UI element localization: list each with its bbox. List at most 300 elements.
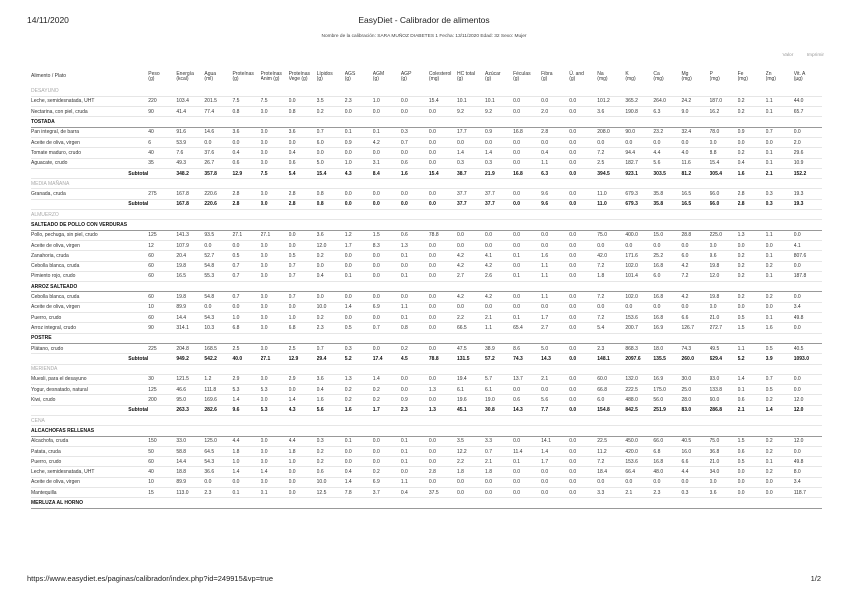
table-cell: 40 xyxy=(148,467,176,477)
table-cell: 0.0 xyxy=(541,467,569,477)
table-row xyxy=(31,261,822,271)
table-cell: 1.3 xyxy=(345,374,373,384)
table-cell: 0.0 xyxy=(373,199,401,209)
table-cell: 175.0 xyxy=(653,385,681,395)
table-cell: 0.0 xyxy=(289,137,317,147)
table-cell: 19.0 xyxy=(485,395,513,405)
food-name: Granada, cruda xyxy=(31,189,148,199)
table-cell: 0.0 xyxy=(429,251,457,261)
table-cell: 3.5 xyxy=(457,436,485,446)
table-cell: 0.2 xyxy=(766,436,794,446)
table-cell: 7.7 xyxy=(541,405,569,415)
table-cell: 0.0 xyxy=(738,302,766,312)
table-cell: 19.8 xyxy=(710,261,738,271)
table-cell: 2.2 xyxy=(457,457,485,467)
table-cell: 2.8 xyxy=(232,199,260,209)
table-cell: 1.1 xyxy=(541,292,569,302)
table-cell: 37.7 xyxy=(457,189,485,199)
table-cell: 2.7 xyxy=(457,271,485,281)
table-cell: 102.0 xyxy=(625,292,653,302)
plate-name: ALCACHOFAS RELLENAS xyxy=(31,426,822,436)
table-cell: 5.6 xyxy=(653,158,681,168)
table-cell: 0.0 xyxy=(766,137,794,147)
table-cell: 0.0 xyxy=(261,199,289,209)
table-cell: 0.9 xyxy=(738,127,766,137)
table-cell: 0.7 xyxy=(401,137,429,147)
table-cell: 1.6 xyxy=(317,395,345,405)
table-cell: 1.5 xyxy=(738,323,766,333)
table-cell: 0.1 xyxy=(261,488,289,498)
plate-name: POSTRE xyxy=(31,333,822,343)
table-cell: 0.2 xyxy=(345,385,373,395)
table-cell: 16.5 xyxy=(681,199,709,209)
table-cell: 113.0 xyxy=(176,488,204,498)
meal-name: DESAYUNO xyxy=(31,86,822,96)
meal-name: MEDIA MAÑANA xyxy=(31,179,822,189)
table-cell: 0.0 xyxy=(261,137,289,147)
table-row xyxy=(31,323,822,333)
table-cell: 35.8 xyxy=(653,189,681,199)
table-cell: 0.0 xyxy=(485,230,513,240)
meal-name: CENA xyxy=(31,416,822,426)
table-cell: 0.0 xyxy=(541,96,569,106)
table-cell: 0.5 xyxy=(738,457,766,467)
table-cell: 0.3 xyxy=(317,436,345,446)
food-name: Cebolla blanca, cruda xyxy=(31,261,148,271)
table-cell: 30.0 xyxy=(681,374,709,384)
subtotal-row xyxy=(31,199,822,209)
table-cell: 314.1 xyxy=(176,323,204,333)
table-cell: 49.8 xyxy=(794,457,822,467)
table-cell: 36.6 xyxy=(204,467,232,477)
table-cell: 0.2 xyxy=(373,385,401,395)
table-cell: 1.3 xyxy=(429,405,457,415)
table-row xyxy=(31,292,822,302)
table-cell: 0.0 xyxy=(569,385,597,395)
table-cell: 0.0 xyxy=(569,137,597,147)
table-cell: 4.2 xyxy=(373,137,401,147)
table-cell: 0.5 xyxy=(766,385,794,395)
table-cell: 0.0 xyxy=(569,230,597,240)
table-row xyxy=(31,271,822,281)
table-cell: 74.3 xyxy=(513,354,541,364)
table-cell: 35 xyxy=(148,158,176,168)
table-cell: 2.3 xyxy=(597,343,625,353)
table-cell: 0.0 xyxy=(261,395,289,405)
table-cell: 5.4 xyxy=(597,323,625,333)
table-cell: 0.0 xyxy=(569,477,597,487)
table-cell: 168.5 xyxy=(204,343,232,353)
table-cell: 90 xyxy=(148,107,176,117)
table-cell: 36.8 xyxy=(710,446,738,456)
column-header: Ú. and (g) xyxy=(569,70,584,82)
table-cell: 0.1 xyxy=(766,158,794,168)
table-cell: 0.0 xyxy=(401,148,429,158)
table-cell: 0.0 xyxy=(373,251,401,261)
table-cell: 0.0 xyxy=(541,385,569,395)
table-cell: 182.7 xyxy=(625,158,653,168)
table-cell: 0.0 xyxy=(569,240,597,250)
table-cell: 0.0 xyxy=(261,240,289,250)
table-cell: 0.8 xyxy=(317,189,345,199)
table-cell: 0.0 xyxy=(457,137,485,147)
table-cell: 1.8 xyxy=(289,446,317,456)
table-row xyxy=(31,477,822,487)
table-cell: 0.0 xyxy=(345,313,373,323)
table-cell: 75.0 xyxy=(597,230,625,240)
table-cell: 0.6 xyxy=(513,395,541,405)
table-cell: 204.8 xyxy=(176,343,204,353)
table-cell: 41.4 xyxy=(176,107,204,117)
table-cell: 21.9 xyxy=(485,168,513,178)
table-cell: 78.8 xyxy=(429,230,457,240)
table-cell: 3.3 xyxy=(485,436,513,446)
table-row xyxy=(31,302,822,312)
plate-name: ARROZ SALTEADO xyxy=(31,282,822,292)
table-cell: 101.4 xyxy=(625,271,653,281)
table-cell: 49.5 xyxy=(710,343,738,353)
table-cell: 0.0 xyxy=(569,457,597,467)
table-cell: 1.0 xyxy=(373,96,401,106)
table-cell: 0.2 xyxy=(373,395,401,405)
table-cell: 264.0 xyxy=(653,96,681,106)
table-cell: 0.4 xyxy=(541,148,569,158)
table-cell: 1.1 xyxy=(738,343,766,353)
table-cell: 125.0 xyxy=(204,436,232,446)
table-cell: 0.0 xyxy=(401,374,429,384)
table-cell: 208.0 xyxy=(597,127,625,137)
table-cell: 6.0 xyxy=(597,395,625,405)
table-cell: 153.6 xyxy=(625,457,653,467)
table-cell: 1.6 xyxy=(766,323,794,333)
table-cell: 0.7 xyxy=(289,261,317,271)
table-cell: 89.9 xyxy=(176,302,204,312)
column-header: Colesterol (mg) xyxy=(428,70,452,82)
table-cell: 11.4 xyxy=(513,446,541,456)
table-cell: 1.8 xyxy=(485,467,513,477)
table-cell: 0.0 xyxy=(513,96,541,106)
table-cell: 93.0 xyxy=(710,374,738,384)
column-header: Energía (kcal) xyxy=(176,70,194,82)
table-cell: 5.3 xyxy=(261,385,289,395)
table-cell: 6.0 xyxy=(653,271,681,281)
table-cell: 0.0 xyxy=(485,302,513,312)
table-cell: 0.0 xyxy=(429,313,457,323)
table-cell: 0.0 xyxy=(569,488,597,498)
table-cell: 0.0 xyxy=(541,488,569,498)
table-cell: 12.0 xyxy=(710,271,738,281)
table-cell: 0.0 xyxy=(653,477,681,487)
table-cell: 0.0 xyxy=(569,189,597,199)
table-cell: 0.0 xyxy=(289,230,317,240)
table-cell: 10.1 xyxy=(485,96,513,106)
table-cell: 0.9 xyxy=(485,127,513,137)
table-cell: 0.0 xyxy=(373,271,401,281)
table-cell: 1.7 xyxy=(541,457,569,467)
table-cell: 0.0 xyxy=(429,240,457,250)
column-header: Vit. A (µg) xyxy=(793,70,806,82)
table-cell: 11.2 xyxy=(597,446,625,456)
table-cell: 0.4 xyxy=(401,488,429,498)
table-cell: 8.6 xyxy=(513,343,541,353)
table-cell: 3.1 xyxy=(373,158,401,168)
table-cell: 0.0 xyxy=(766,488,794,498)
table-cell: 0.0 xyxy=(513,436,541,446)
column-header: Proteínas Vege (g) xyxy=(288,70,310,82)
table-cell: 0.0 xyxy=(569,323,597,333)
table-cell: 40.5 xyxy=(681,436,709,446)
table-cell: 0.0 xyxy=(738,240,766,250)
table-cell: 4.2 xyxy=(681,261,709,271)
table-cell: 14.3 xyxy=(513,405,541,415)
table-cell: 0.1 xyxy=(766,271,794,281)
table-cell: 0.3 xyxy=(766,189,794,199)
table-cell: 2.5 xyxy=(232,343,260,353)
table-cell: 2.8 xyxy=(738,189,766,199)
table-cell: 0.2 xyxy=(738,148,766,158)
table-cell: 0.7 xyxy=(289,292,317,302)
table-cell: 0.0 xyxy=(261,148,289,158)
table-cell: 0.7 xyxy=(766,374,794,384)
table-cell: 2.2 xyxy=(457,313,485,323)
table-cell: 0.0 xyxy=(261,127,289,137)
table-cell: 0.7 xyxy=(232,292,260,302)
table-row xyxy=(31,385,822,395)
table-cell: 94.4 xyxy=(625,148,653,158)
table-cell: 0.4 xyxy=(738,158,766,168)
table-cell: 10.9 xyxy=(794,158,822,168)
table-cell: 0.7 xyxy=(317,127,345,137)
table-cell: 0.0 xyxy=(373,313,401,323)
table-cell: 0.2 xyxy=(738,292,766,302)
table-cell: 0.0 xyxy=(541,137,569,147)
table-cell: 0.0 xyxy=(289,385,317,395)
table-cell: 95.0 xyxy=(176,395,204,405)
table-cell: 78.0 xyxy=(710,127,738,137)
column-header: Proteínas Anim (g) xyxy=(260,70,282,82)
table-cell: 66.5 xyxy=(457,323,485,333)
table-cell: 0.0 xyxy=(401,467,429,477)
column-header: Agua (ml) xyxy=(204,70,217,82)
table-cell: 0.0 xyxy=(401,199,429,209)
food-name: Pollo, pechuga, sin piel, crudo xyxy=(31,230,148,240)
table-cell: 0.0 xyxy=(513,230,541,240)
table-cell: 0.0 xyxy=(373,436,401,446)
table-cell: 27.1 xyxy=(261,354,289,364)
table-cell: 0.8 xyxy=(317,199,345,209)
table-cell: 7.2 xyxy=(597,457,625,467)
table-cell: 6.3 xyxy=(653,107,681,117)
table-cell: 0.0 xyxy=(710,477,738,487)
table-cell: 0.1 xyxy=(513,457,541,467)
table-cell: 1.6 xyxy=(738,168,766,178)
table-cell: 91.6 xyxy=(176,127,204,137)
table-cell: 0.1 xyxy=(401,446,429,456)
table-cell: 14.3 xyxy=(541,354,569,364)
table-cell: 1.1 xyxy=(401,477,429,487)
table-cell: 0.0 xyxy=(513,488,541,498)
table-cell: 1.5 xyxy=(738,436,766,446)
table-cell: 121.5 xyxy=(176,374,204,384)
table-cell: 27.1 xyxy=(261,230,289,240)
table-cell: 7.2 xyxy=(597,261,625,271)
table-cell: 286.8 xyxy=(710,405,738,415)
food-name: Zanahoria, cruda xyxy=(31,251,148,261)
table-cell: 90 xyxy=(148,323,176,333)
table-cell: 11.6 xyxy=(681,158,709,168)
table-cell: 3.6 xyxy=(232,127,260,137)
table-cell: 0.6 xyxy=(401,230,429,240)
table-cell: 40 xyxy=(148,127,176,137)
table-cell: 32.4 xyxy=(681,127,709,137)
table-cell: 5.2 xyxy=(738,354,766,364)
table-cell: 3.6 xyxy=(710,488,738,498)
table-cell: 15.0 xyxy=(653,230,681,240)
table-cell: 0.2 xyxy=(317,457,345,467)
table-cell: 0.0 xyxy=(625,137,653,147)
values-button[interactable]: Valor xyxy=(782,53,794,58)
food-name: Nectarina, con piel, cruda xyxy=(31,107,148,117)
table-cell: 30.8 xyxy=(485,405,513,415)
table-cell: 0.0 xyxy=(373,343,401,353)
food-name: Aceite de oliva, virgen xyxy=(31,137,148,147)
table-cell: 10.3 xyxy=(204,323,232,333)
table-cell: 0.2 xyxy=(766,261,794,271)
table-cell: 1.0 xyxy=(345,158,373,168)
table-cell: 4.1 xyxy=(794,240,822,250)
table-cell: 12.5 xyxy=(317,488,345,498)
table-cell: 3.6 xyxy=(289,127,317,137)
print-button[interactable]: Imprimir xyxy=(806,53,824,58)
table-cell: 0.0 xyxy=(485,477,513,487)
table-cell: 3.9 xyxy=(766,354,794,364)
table-cell: 19.8 xyxy=(176,261,204,271)
table-cell: 0.0 xyxy=(261,189,289,199)
table-cell: 0.0 xyxy=(681,240,709,250)
table-cell: 12 xyxy=(148,240,176,250)
table-cell: 60 xyxy=(148,313,176,323)
table-cell: 260.0 xyxy=(681,354,709,364)
table-cell: 7.5 xyxy=(261,96,289,106)
table-cell: 365.2 xyxy=(625,96,653,106)
table-cell: 0.0 xyxy=(710,137,738,147)
table-cell: 0.0 xyxy=(429,261,457,271)
table-cell: 0.0 xyxy=(261,251,289,261)
table-cell: 0.2 xyxy=(766,395,794,405)
table-cell: 53.9 xyxy=(176,137,204,147)
table-cell: 1.4 xyxy=(261,467,289,477)
table-row xyxy=(31,488,822,498)
table-cell: 4.2 xyxy=(681,292,709,302)
table-cell: 16.8 xyxy=(653,292,681,302)
food-name: Puerro, crudo xyxy=(31,457,148,467)
table-cell: 15.4 xyxy=(317,168,345,178)
table-cell: 0.0 xyxy=(569,313,597,323)
table-cell: 263.3 xyxy=(176,405,204,415)
table-cell: 126.7 xyxy=(681,323,709,333)
table-cell: 38.9 xyxy=(485,343,513,353)
table-cell: 0.0 xyxy=(794,446,822,456)
table-cell: 2.3 xyxy=(401,405,429,415)
table-cell: 0.0 xyxy=(681,477,709,487)
table-cell: 3.6 xyxy=(317,230,345,240)
table-cell: 2.1 xyxy=(738,405,766,415)
table-cell: 2.8 xyxy=(541,127,569,137)
table-cell: 0.0 xyxy=(261,446,289,456)
table-cell: 0.0 xyxy=(289,96,317,106)
table-cell: 0.2 xyxy=(766,446,794,456)
table-cell: 0.0 xyxy=(766,240,794,250)
table-cell: 0.0 xyxy=(569,107,597,117)
page-url[interactable]: https://www.easydiet.es/paginas/calibrador/index.php?id=249915&vp=true xyxy=(27,574,273,583)
table-cell: 0.0 xyxy=(429,148,457,158)
table-cell: 0.0 xyxy=(373,107,401,117)
table-cell: 0.5 xyxy=(289,251,317,261)
table-cell: 0.1 xyxy=(738,385,766,395)
table-cell: 25.0 xyxy=(681,385,709,395)
table-cell: 18.8 xyxy=(176,467,204,477)
table-cell: 19.3 xyxy=(794,199,822,209)
column-header: Fibra (g) xyxy=(541,70,553,82)
table-cell: 0.0 xyxy=(401,189,429,199)
table-cell: 0.0 xyxy=(541,240,569,250)
table-cell: 1.5 xyxy=(373,230,401,240)
table-cell: 868.3 xyxy=(625,343,653,353)
table-cell: 0.7 xyxy=(373,323,401,333)
table-cell: 9.6 xyxy=(541,189,569,199)
table-cell: 37.6 xyxy=(204,148,232,158)
table-cell: 16.9 xyxy=(653,323,681,333)
table-cell: 167.8 xyxy=(176,199,204,209)
table-cell: 0.0 xyxy=(232,302,260,312)
table-cell: 0.0 xyxy=(429,271,457,281)
table-cell: 3.4 xyxy=(794,477,822,487)
food-name: Patata, cruda xyxy=(31,446,148,456)
table-cell: 2.6 xyxy=(485,271,513,281)
table-cell: 9.0 xyxy=(681,107,709,117)
table-cell: 0.0 xyxy=(569,343,597,353)
table-cell: 6.0 xyxy=(317,137,345,147)
table-cell: 0.0 xyxy=(513,107,541,117)
table-cell: 220.6 xyxy=(204,199,232,209)
table-cell: 10.1 xyxy=(457,96,485,106)
table-cell: 0.0 xyxy=(232,137,260,147)
table-cell: 6.8 xyxy=(232,323,260,333)
table-cell: 807.6 xyxy=(794,251,822,261)
table-cell: 0.0 xyxy=(485,137,513,147)
table-row xyxy=(31,148,822,158)
table-cell: 3.6 xyxy=(317,374,345,384)
food-name: Cebolla blanca, cruda xyxy=(31,292,148,302)
table-cell: 0.1 xyxy=(513,271,541,281)
print-date: 14/11/2020 xyxy=(27,15,69,25)
table-cell: 0.0 xyxy=(513,385,541,395)
table-cell: 60 xyxy=(148,292,176,302)
table-cell: 5.0 xyxy=(317,158,345,168)
table-cell: 55.3 xyxy=(204,271,232,281)
table-cell xyxy=(148,168,176,178)
meal-heading-row xyxy=(31,179,822,189)
meal-heading-row xyxy=(31,210,822,220)
table-cell: 0.6 xyxy=(401,158,429,168)
table-cell: 201.5 xyxy=(204,96,232,106)
table-cell: 0.8 xyxy=(289,107,317,117)
table-cell: 187.0 xyxy=(710,96,738,106)
table-cell: 0.0 xyxy=(681,137,709,147)
table-cell: 1.7 xyxy=(373,405,401,415)
table-cell: 0.6 xyxy=(317,467,345,477)
table-cell: 0.0 xyxy=(401,96,429,106)
